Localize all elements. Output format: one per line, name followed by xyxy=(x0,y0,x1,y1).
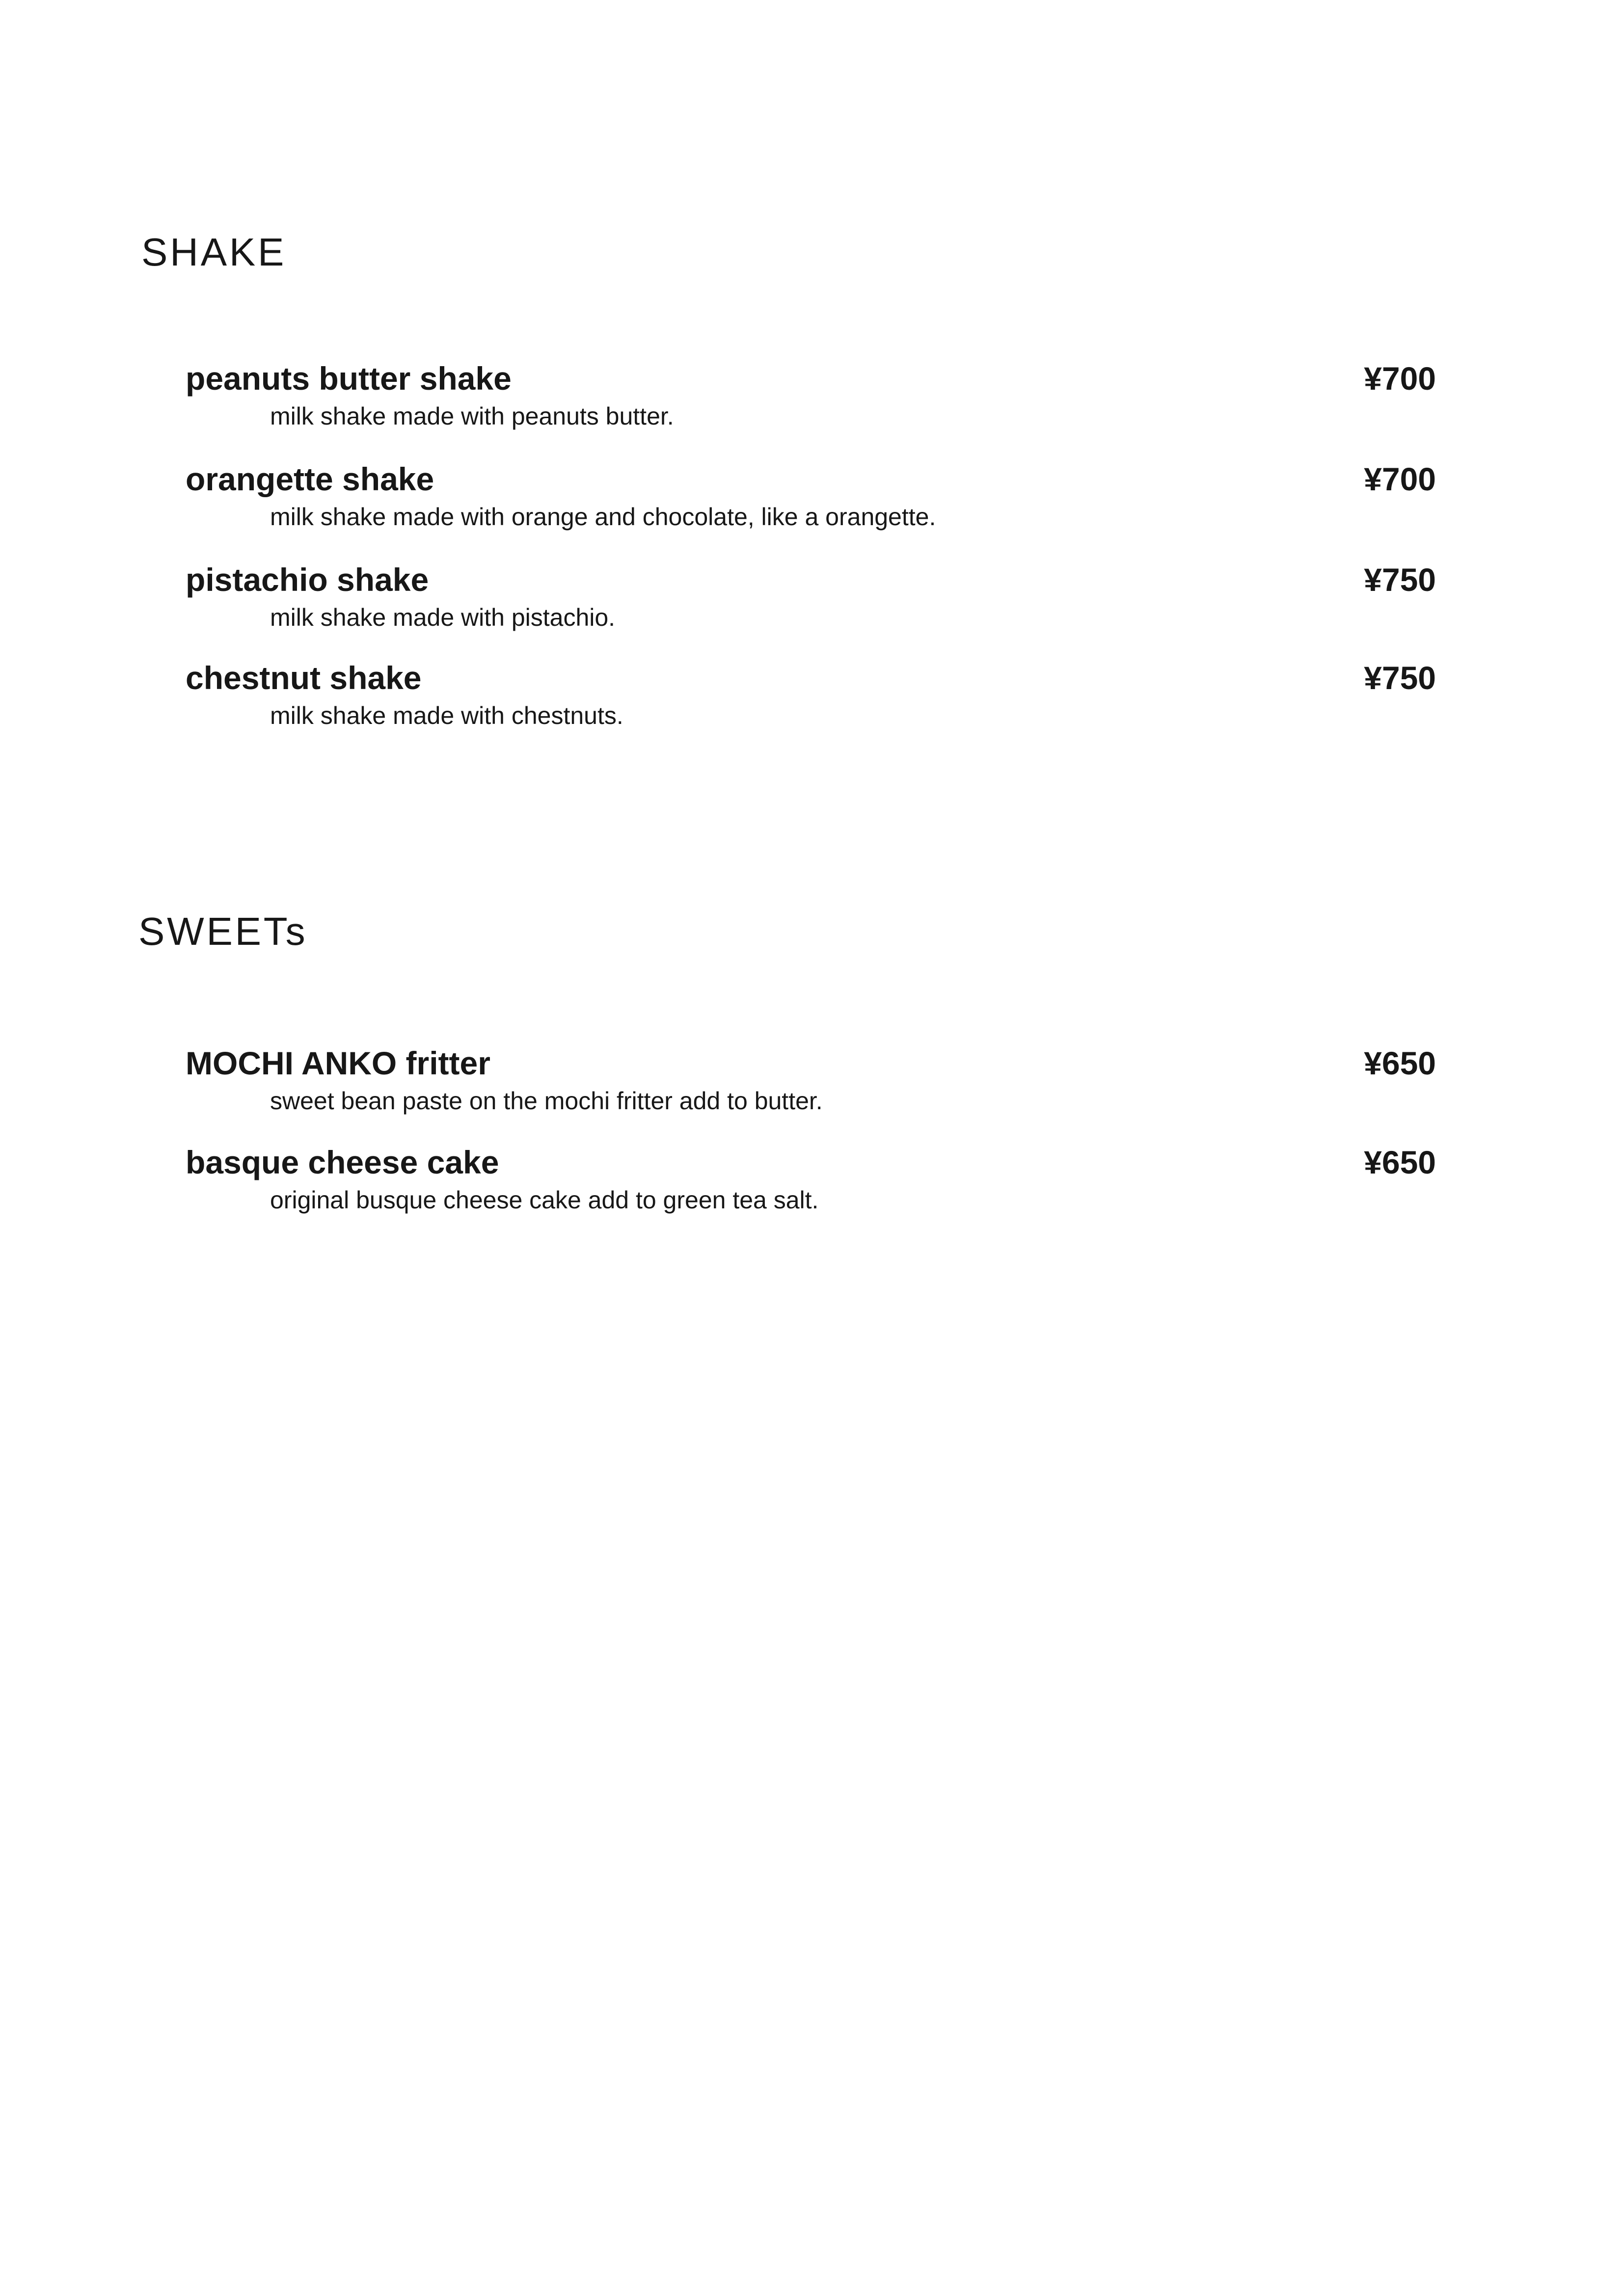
menu-item xyxy=(186,563,1436,632)
item-price: ¥650 xyxy=(1364,1144,1436,1180)
section-heading-shake: SHAKE xyxy=(141,230,287,274)
item-line xyxy=(186,362,1436,395)
item-description: milk shake made with pistachio. xyxy=(270,604,616,631)
item-line xyxy=(186,463,1436,495)
item-name: chestnut shake xyxy=(186,660,422,696)
item-name: pistachio shake xyxy=(186,561,429,598)
item-description: milk shake made with peanuts butter. xyxy=(270,402,674,430)
item-name: peanuts butter shake xyxy=(186,360,512,397)
item-name: MOCHI ANKO fritter xyxy=(186,1045,490,1081)
menu-item xyxy=(186,1047,1436,1116)
item-line xyxy=(186,1047,1436,1079)
item-description: original busque cheese cake add to green tea salt. xyxy=(270,1186,819,1214)
menu-item xyxy=(186,362,1436,431)
item-price: ¥700 xyxy=(1364,360,1436,397)
item-line xyxy=(186,662,1436,694)
item-description: milk shake made with chestnuts. xyxy=(270,702,623,729)
item-description: milk shake made with orange and chocolate, like a orangette. xyxy=(270,503,936,531)
menu-item xyxy=(186,662,1436,730)
item-price: ¥650 xyxy=(1364,1045,1436,1081)
item-name: orangette shake xyxy=(186,461,434,497)
menu-item xyxy=(186,1146,1436,1215)
item-price: ¥750 xyxy=(1364,561,1436,598)
item-price: ¥700 xyxy=(1364,461,1436,497)
item-line xyxy=(186,563,1436,596)
item-description: sweet bean paste on the mochi fritter add to butter. xyxy=(270,1087,823,1115)
menu-item xyxy=(186,463,1436,532)
item-line xyxy=(186,1146,1436,1178)
item-name: basque cheese cake xyxy=(186,1144,499,1180)
item-price: ¥750 xyxy=(1364,660,1436,696)
section-heading-sweets: SWEETs xyxy=(138,909,308,953)
